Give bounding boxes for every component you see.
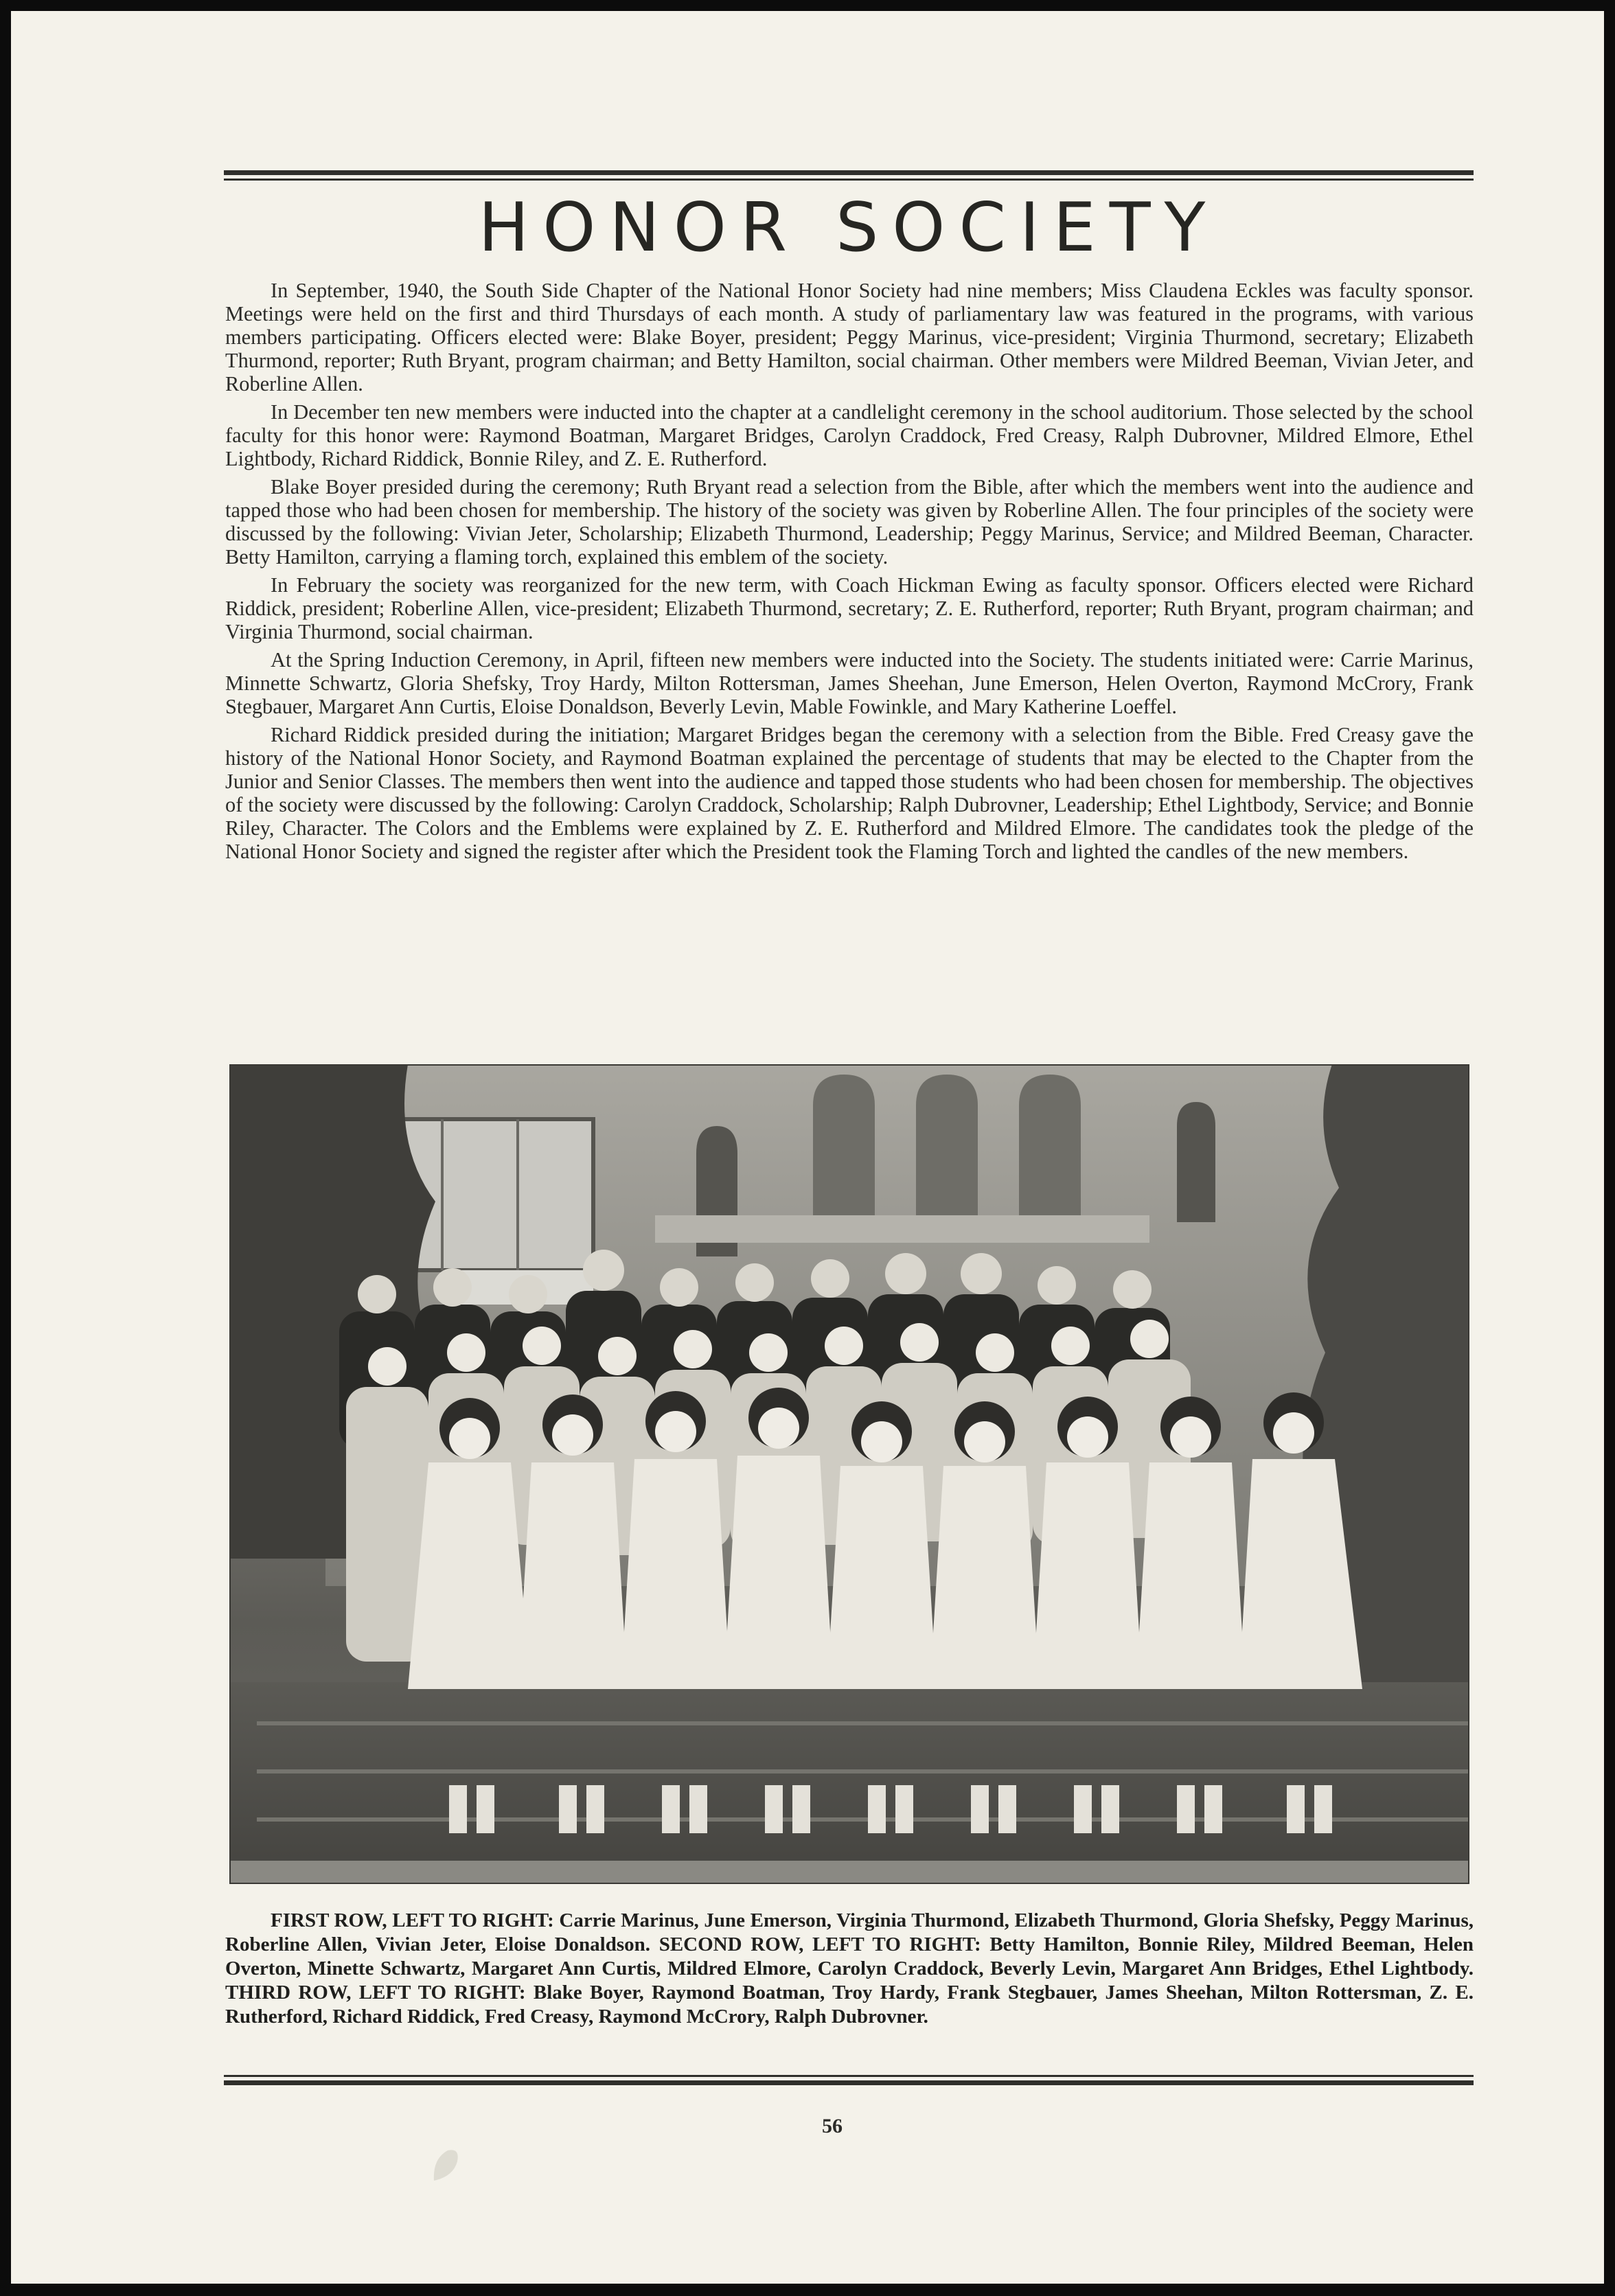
rule-line <box>224 2080 1474 2085</box>
arched-window <box>813 1075 875 1215</box>
arched-window <box>1019 1075 1081 1215</box>
first-row-students <box>408 1456 1362 1689</box>
paragraph: Blake Boyer presided during the ceremony; Ruth Bryant read a selection from the Bible, after which the members went into the audience and tapped those who had been chosen for membership. The history of the society was given by Roberline Allen. The four principles of the society were discussed by the following: Vivian Jeter, Scholarship; Elizabeth Thurmond, Leadership; Peggy Marinus, Service; and Mildred Beeman, Character. Betty Hamilton, carrying a flaming torch, explained this emblem of the society. <box>225 475 1474 569</box>
front-steps <box>229 1682 1469 1884</box>
group-photograph <box>229 1064 1469 1884</box>
article-body <box>225 279 1474 868</box>
rule-line <box>224 179 1474 181</box>
paragraph: At the Spring Induction Ceremony, in April, fifteen new members were inducted into the Society. The students initiated were: Carrie Marinus, Minnette Schwartz, Gloria Shefsky, Troy Hardy, Milton Rottersman, James Sheehan, June Emerson, Helen Overton, Raymond McCrory, Frank Stegbauer, Margaret Ann Curtis, Eloise Donaldson, Beverly Levin, Mable Fowinkle, and Mary Katherine Loeffel. <box>225 648 1474 718</box>
arched-window <box>1177 1102 1215 1222</box>
rule-line <box>224 170 1474 175</box>
paragraph: In December ten new members were inducted into the chapter at a candlelight ceremony in the school auditorium. Those selected by the school faculty for this honor were: Raymond Boatman, Margaret Bridges, Carolyn Craddock, Fred Creasy, Ralph Dubrovner, Mildred Elmore, Ethel Lightbody, Richard Riddick, Bonnie Riley, and Z. E. Rutherford. <box>225 400 1474 470</box>
photo-illustration <box>229 1064 1469 1884</box>
page-number: 56 <box>822 2115 843 2137</box>
paragraph: In September, 1940, the South Side Chapter of the National Honor Society had nine members; Miss Claudena Eckles was faculty sponsor. Meetings were held on the first and third Thursdays of each month. A study of parliamentary law was featured in the programs, with various members participating. Officers elected were: Blake Boyer, president; Peggy Marinus, vice-president; Virginia Thurmond, secretary; Elizabeth Thurmond, reporter; Ruth Bryant, program chairman; and Betty Hamilton, social chairman. Other members were Mildred Beeman, Vivian Jeter, and Roberline Allen. <box>225 279 1474 395</box>
leaf-stain-icon <box>430 2146 461 2185</box>
sidewalk <box>229 1861 1469 1884</box>
photo-caption: FIRST ROW, LEFT TO RIGHT: Carrie Marinus, June Emerson, Virginia Thurmond, Elizabeth Thurmond, Gloria Shefsky, Peggy Marinus, Roberline Allen, Vivian Jeter, Eloise Donaldson. SECOND ROW, LEFT TO RIGHT: Betty Hamilton, Bonnie Riley, Mildred Beeman, Helen Overton, Minette Schwartz, Margaret Ann Curtis, Mildred Elmore, Carolyn Craddock, Beverly Levin, Margaret Ann Bridges, Ethel Lightbody. THIRD ROW, LEFT TO RIGHT: Blake Boyer, Raymond Boatman, Troy Hardy, Frank Stegbauer, James Sheehan, Milton Rottersman, Z. E. Rutherford, Richard Riddick, Fred Creasy, Raymond McCrory, Ralph Dubrovner. <box>225 1909 1474 2028</box>
stone-ledge <box>655 1215 1149 1243</box>
yearbook-page <box>11 11 1604 2284</box>
paragraph: In February the society was reorganized for the new term, with Coach Hickman Ewing as faculty sponsor. Officers elected were Richard Riddick, president; Roberline Allen, vice-president; Elizabeth Thurmond, secretary; Z. E. Rutherford, reporter; Ruth Bryant, program chairman; and Virginia Thurmond, social chairman. <box>225 573 1474 643</box>
arched-window <box>916 1075 978 1215</box>
top-double-rule <box>224 170 1474 181</box>
paragraph: Richard Riddick presided during the initiation; Margaret Bridges began the ceremony with a selection from the Bible. Fred Creasy gave the history of the National Honor Society, and Raymond Boatman explained the percentage of students that may be elected to the Chapter from the Junior and Senior Classes. The members then went into the audience and tapped those students who had been chosen for membership. The objectives of the society were discussed by the following: Carolyn Craddock, Scholarship; Ralph Dubrovner, Leadership; Ethel Lightbody, Service; and Bonnie Riley, Character. The Colors and the Emblems were explained by Z. E. Rutherford and Mildred Elmore. The candidates took the pledge of the National Honor Society and signed the register after which the President took the Flaming Torch and lighted the candles of the new members. <box>225 723 1474 863</box>
bottom-double-rule <box>224 2075 1474 2085</box>
page-title: HONOR SOCIETY <box>478 189 1219 267</box>
